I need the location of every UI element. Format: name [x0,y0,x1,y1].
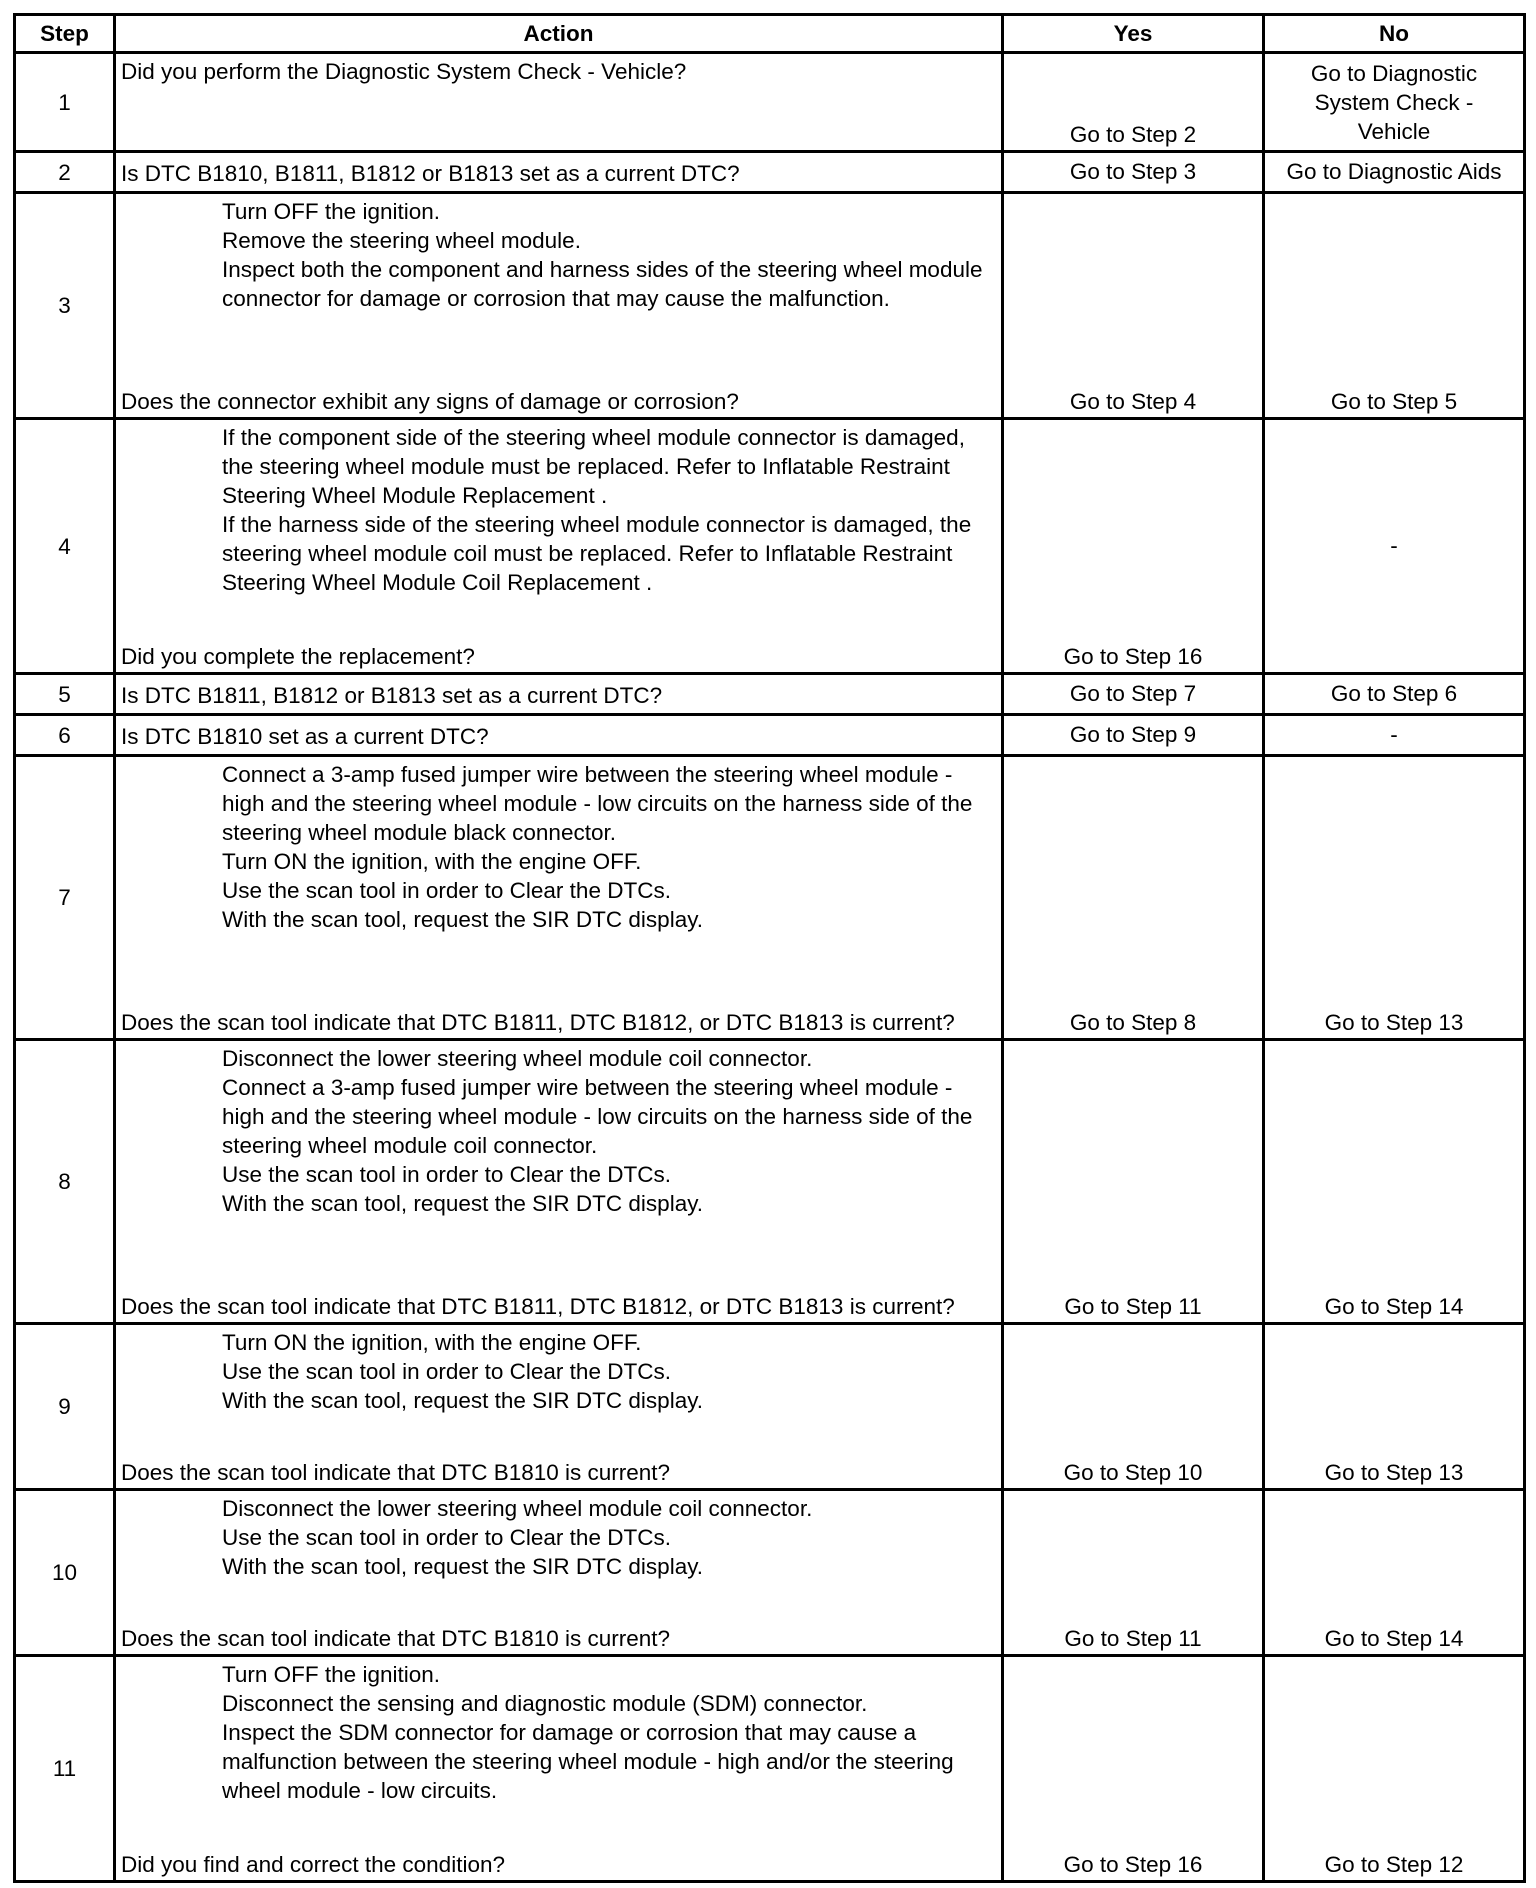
table-row [15,756,1525,1040]
action-cell [115,152,1003,193]
action-cell [115,1040,1003,1324]
action-question: Is DTC B1811, B1812 or B1813 set as a current DTC? [121,682,663,708]
action-cell [115,193,1003,419]
instruction-line: Remove the steering wheel module. [222,228,581,253]
action-cell [115,1324,1003,1490]
instruction-line: Connect a 3-amp fused jumper wire between the steering wheel module - high and the steering wheel module - low circuits on the harness side of the steering wheel module black connector. [222,762,973,845]
header-yes: Yes [1003,15,1264,53]
instruction-line: With the scan tool, request the SIR DTC display. [222,1388,704,1413]
action-question: Does the scan tool indicate that DTC B1810 is current? [121,1626,671,1651]
step-number: 8 [15,1040,115,1324]
yes-result: Go to Step 3 [1003,152,1264,193]
action-cell [115,674,1003,715]
step-number: 6 [15,715,115,756]
no-result: Go to Step 13 [1264,756,1525,1040]
action-question: Does the scan tool indicate that DTC B1810 is current? [121,1460,671,1485]
action-question: Does the connector exhibit any signs of damage or corrosion? [121,389,739,414]
step-number: 4 [15,419,115,674]
diagnostic-table [13,13,1526,1883]
action-question: Did you find and correct the condition? [121,1852,505,1877]
action-cell [115,53,1003,152]
yes-result: Go to Step 7 [1003,674,1264,715]
step-number: 1 [15,53,115,152]
no-result: Go to Step 12 [1264,1656,1525,1882]
action-instructions [121,1494,997,1581]
instruction-line: Connect a 3-amp fused jumper wire between the steering wheel module - high and the steering wheel module - low circuits on the harness side of the steering wheel module coil connector. [222,1075,973,1158]
step-number: 11 [15,1656,115,1882]
table-row [15,1490,1525,1656]
yes-result: Go to Step 2 [1003,53,1264,152]
step-number: 5 [15,674,115,715]
table-row [15,152,1525,193]
no-result: Go to Step 5 [1264,193,1525,419]
instruction-line: With the scan tool, request the SIR DTC display. [222,1191,704,1216]
header-action: Action [115,15,1003,53]
no-result: Go to Step 14 [1264,1040,1525,1324]
instruction-line: Disconnect the lower steering wheel module coil connector. [222,1496,813,1521]
instruction-line: Turn OFF the ignition. [222,1662,441,1687]
action-instructions [121,1660,997,1805]
yes-result: Go to Step 9 [1003,715,1264,756]
yes-result: Go to Step 16 [1003,419,1264,674]
yes-result: Go to Step 4 [1003,193,1264,419]
instruction-line: If the harness side of the steering wheel module connector is damaged, the steering wheel module coil must be replaced. Refer to Inflatable Restraint Steering Wheel Module Coil Replacement . [222,512,972,595]
action-cell [115,1656,1003,1882]
action-question: Did you complete the replacement? [121,644,475,669]
instruction-line: Use the scan tool in order to Clear the DTCs. [222,1359,671,1384]
action-cell [115,1490,1003,1656]
no-result: Go to Step 13 [1264,1324,1525,1490]
instruction-line: Use the scan tool in order to Clear the DTCs. [222,878,671,903]
table-row [15,674,1525,715]
action-instructions [121,1044,997,1218]
header-no: No [1264,15,1525,53]
table-row [15,53,1525,152]
action-question: Is DTC B1810, B1811, B1812 or B1813 set as a current DTC? [121,160,740,186]
no-result: - [1264,419,1525,674]
action-instructions [121,197,997,313]
step-number: 9 [15,1324,115,1490]
table-row [15,1040,1525,1324]
no-result: Go to Step 6 [1264,674,1525,715]
action-question: Is DTC B1810 set as a current DTC? [121,723,489,749]
instruction-line: Inspect both the component and harness sides of the steering wheel module connector for damage or corrosion that may cause the malfunction. [222,257,983,311]
instruction-line: Use the scan tool in order to Clear the DTCs. [222,1162,671,1187]
step-number: 3 [15,193,115,419]
yes-result: Go to Step 8 [1003,756,1264,1040]
action-cell [115,419,1003,674]
table-row [15,715,1525,756]
step-number: 10 [15,1490,115,1656]
yes-result: Go to Step 10 [1003,1324,1264,1490]
action-instructions [121,423,997,597]
instruction-line: With the scan tool, request the SIR DTC display. [222,1554,704,1579]
instruction-line: If the component side of the steering wheel module connector is damaged, the steering wheel module must be replaced. Refer to Inflatable Restraint Steering Wheel Module Replacement . [222,425,965,508]
no-result: Go to Step 14 [1264,1490,1525,1656]
action-question: Does the scan tool indicate that DTC B1811, DTC B1812, or DTC B1813 is current? [121,1294,955,1319]
instruction-line: With the scan tool, request the SIR DTC display. [222,907,704,932]
table-row [15,419,1525,674]
action-instructions [121,1328,997,1415]
instruction-line: Disconnect the lower steering wheel module coil connector. [222,1046,813,1071]
diagnostic-table-wrapper [13,13,1526,1883]
instruction-line: Inspect the SDM connector for damage or corrosion that may cause a malfunction between the steering wheel module - high and/or the steering wheel module - low circuits. [222,1720,954,1803]
header-step: Step [15,15,115,53]
table-row [15,193,1525,419]
instruction-line: Turn ON the ignition, with the engine OFF. [222,1330,642,1355]
yes-result: Go to Step 11 [1003,1490,1264,1656]
action-cell [115,715,1003,756]
no-result: - [1264,715,1525,756]
action-question: Does the scan tool indicate that DTC B1811, DTC B1812, or DTC B1813 is current? [121,1010,955,1035]
action-cell [115,756,1003,1040]
table-row [15,1656,1525,1882]
action-question: Did you perform the Diagnostic System Check - Vehicle? [121,59,687,84]
no-result: Go to Diagnostic Aids [1264,152,1525,193]
yes-result: Go to Step 11 [1003,1040,1264,1324]
action-instructions [121,760,997,934]
step-number: 7 [15,756,115,1040]
step-number: 2 [15,152,115,193]
table-row [15,1324,1525,1490]
instruction-line: Turn OFF the ignition. [222,199,441,224]
table-header-row [15,15,1525,53]
yes-result: Go to Step 16 [1003,1656,1264,1882]
instruction-line: Turn ON the ignition, with the engine OFF. [222,849,642,874]
no-result: Go to Diagnostic System Check - Vehicle [1264,53,1525,152]
instruction-line: Use the scan tool in order to Clear the DTCs. [222,1525,671,1550]
instruction-line: Disconnect the sensing and diagnostic module (SDM) connector. [222,1691,868,1716]
